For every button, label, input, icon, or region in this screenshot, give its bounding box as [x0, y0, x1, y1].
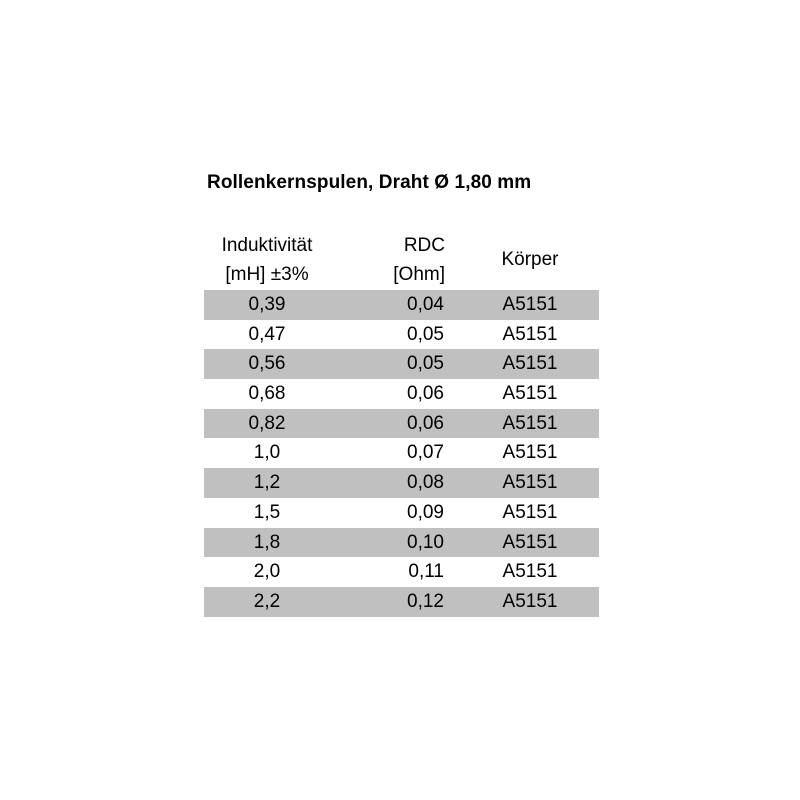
table-row — [204, 557, 599, 587]
cell-body: A5151 — [502, 294, 558, 315]
table-row — [204, 438, 599, 468]
cell-inductance: 2,0 — [253, 561, 281, 583]
cell-rdc: 0,08 — [407, 472, 444, 494]
table-row — [204, 498, 599, 528]
cell-inductance: 1,0 — [253, 442, 281, 464]
header-inductance-label: Induktivität — [221, 235, 313, 256]
header-inductance-unit: [mH] ±3% — [225, 264, 309, 285]
header-body: Körper — [501, 249, 559, 270]
table-row — [204, 587, 599, 617]
table-row — [204, 349, 599, 379]
cell-rdc: 0,11 — [408, 561, 444, 583]
cell-body: A5151 — [502, 442, 558, 464]
table-header — [204, 231, 599, 290]
cell-rdc: 0,12 — [407, 590, 444, 612]
cell-inductance: 0,68 — [248, 383, 286, 405]
header-inductance — [204, 231, 330, 289]
cell-inductance: 2,2 — [253, 590, 281, 612]
cell-rdc: 0,05 — [407, 353, 444, 375]
cell-inductance: 1,2 — [253, 472, 281, 494]
header-rdc-label: RDC — [403, 235, 445, 256]
cell-rdc: 0,09 — [407, 501, 444, 523]
table-row — [204, 528, 599, 558]
table-row — [204, 468, 599, 498]
cell-inductance: 0,39 — [248, 294, 286, 315]
cell-rdc: 0,06 — [407, 412, 444, 434]
cell-body: A5151 — [502, 561, 558, 583]
cell-body: A5151 — [502, 531, 558, 553]
cell-body: A5151 — [502, 412, 558, 434]
cell-inductance: 0,56 — [248, 353, 286, 375]
cell-rdc: 0,10 — [407, 531, 444, 553]
cell-body: A5151 — [502, 472, 558, 494]
cell-inductance: 0,82 — [248, 412, 286, 434]
cell-inductance: 0,47 — [248, 323, 286, 345]
cell-inductance: 1,8 — [253, 531, 281, 553]
cell-body: A5151 — [502, 501, 558, 523]
cell-body: A5151 — [502, 323, 558, 345]
table-row — [204, 379, 599, 409]
cell-rdc: 0,06 — [407, 383, 444, 405]
table-row — [204, 320, 599, 350]
cell-body: A5151 — [502, 590, 558, 612]
coil-spec-table — [204, 231, 599, 617]
table-row — [204, 409, 599, 439]
cell-rdc: 0,04 — [407, 294, 444, 315]
table-row — [204, 290, 599, 320]
cell-body: A5151 — [502, 353, 558, 375]
cell-rdc: 0,05 — [407, 323, 444, 345]
cell-rdc: 0,07 — [407, 442, 444, 464]
header-rdc-unit: [Ohm] — [393, 264, 445, 285]
cell-inductance: 1,5 — [253, 501, 281, 523]
header-rdc — [381, 231, 445, 289]
cell-body: A5151 — [502, 383, 558, 405]
page-title: Rollenkernspulen, Draht Ø 1,80 mm — [207, 172, 532, 193]
